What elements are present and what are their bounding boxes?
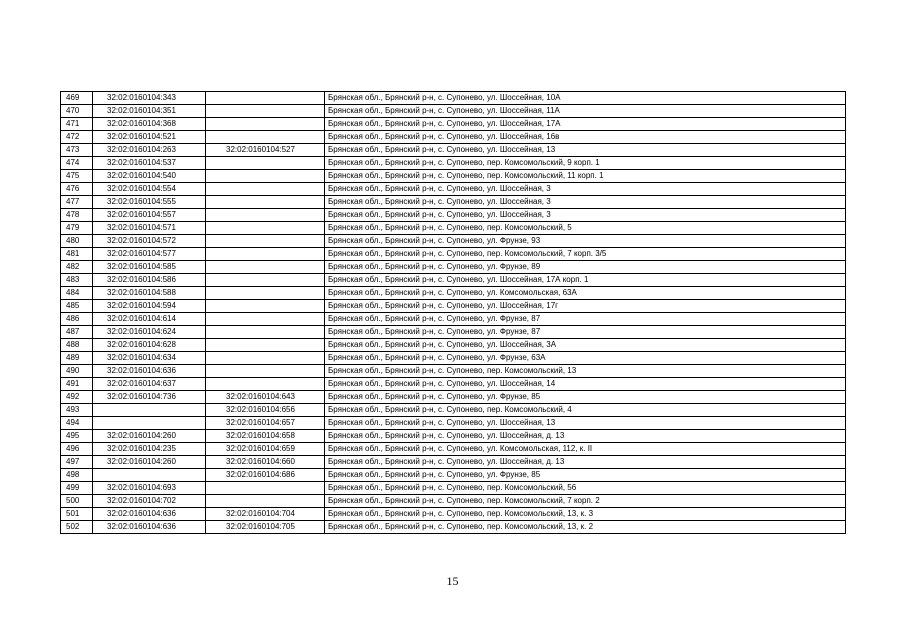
cadastral-number-cell: [93, 469, 206, 482]
address-cell: Брянская обл., Брянский р-н, с. Супонево, пер. Комсомольский, 56: [325, 482, 846, 495]
address-cell: Брянская обл., Брянский р-н, с. Супонево, ул. Фрунзе, 85: [325, 469, 846, 482]
row-number-cell: 472: [61, 131, 93, 144]
address-cell: Брянская обл., Брянский р-н, с. Супонево, пер. Комсомольский, 7 корп. 2: [325, 495, 846, 508]
address-cell: Брянская обл., Брянский р-н, с. Супонево, пер. Комсомольский, 9 корп. 1: [325, 157, 846, 170]
row-number-cell: 480: [61, 235, 93, 248]
cadastral-number-cell: 32:02:0160104:554: [93, 183, 206, 196]
cadastral-number-cell: 32:02:0160104:636: [93, 365, 206, 378]
cadastral-number-cell: 32:02:0160104:343: [93, 92, 206, 105]
cadastral-table: [60, 91, 846, 534]
row-number-cell: 476: [61, 183, 93, 196]
row-number-cell: 479: [61, 222, 93, 235]
linked-cadastral-number-cell: 32:02:0160104:686: [206, 469, 325, 482]
row-number-cell: 491: [61, 378, 93, 391]
cadastral-number-cell: [93, 417, 206, 430]
cadastral-number-cell: 32:02:0160104:555: [93, 196, 206, 209]
row-number-cell: 471: [61, 118, 93, 131]
linked-cadastral-number-cell: [206, 300, 325, 313]
address-cell: Брянская обл., Брянский р-н, с. Супонево, пер. Комсомольский, 13, к. 2: [325, 521, 846, 534]
address-cell: Брянская обл., Брянский р-н, с. Супонево, ул. Шоссейная, 3: [325, 196, 846, 209]
linked-cadastral-number-cell: 32:02:0160104:658: [206, 430, 325, 443]
linked-cadastral-number-cell: 32:02:0160104:705: [206, 521, 325, 534]
linked-cadastral-number-cell: [206, 222, 325, 235]
table-row: [61, 508, 846, 521]
table-row: [61, 157, 846, 170]
row-number-cell: 469: [61, 92, 93, 105]
address-cell: Брянская обл., Брянский р-н, с. Супонево, ул. Фрунзе, 87: [325, 313, 846, 326]
cadastral-number-cell: 32:02:0160104:702: [93, 495, 206, 508]
table-row: [61, 144, 846, 157]
cadastral-number-cell: 32:02:0160104:586: [93, 274, 206, 287]
address-cell: Брянская обл., Брянский р-н, с. Супонево, ул. Шоссейная, д. 13: [325, 456, 846, 469]
linked-cadastral-number-cell: [206, 196, 325, 209]
address-cell: Брянская обл., Брянский р-н, с. Супонево, ул. Шоссейная, 16в: [325, 131, 846, 144]
table-row: [61, 209, 846, 222]
linked-cadastral-number-cell: [206, 157, 325, 170]
address-cell: Брянская обл., Брянский р-н, с. Супонево, ул. Фрунзе, 93: [325, 235, 846, 248]
cadastral-number-cell: 32:02:0160104:521: [93, 131, 206, 144]
address-cell: Брянская обл., Брянский р-н, с. Супонево, ул. Фрунзе, 87: [325, 326, 846, 339]
linked-cadastral-number-cell: [206, 287, 325, 300]
row-number-cell: 493: [61, 404, 93, 417]
linked-cadastral-number-cell: [206, 261, 325, 274]
address-cell: Брянская обл., Брянский р-н, с. Супонево, пер. Комсомольский, 7 корп. 3/5: [325, 248, 846, 261]
row-number-cell: 498: [61, 469, 93, 482]
row-number-cell: 482: [61, 261, 93, 274]
row-number-cell: 485: [61, 300, 93, 313]
linked-cadastral-number-cell: [206, 183, 325, 196]
row-number-cell: 499: [61, 482, 93, 495]
cadastral-number-cell: 32:02:0160104:571: [93, 222, 206, 235]
cadastral-number-cell: 32:02:0160104:585: [93, 261, 206, 274]
cadastral-number-cell: 32:02:0160104:235: [93, 443, 206, 456]
address-cell: Брянская обл., Брянский р-н, с. Супонево, ул. Шоссейная, д. 13: [325, 430, 846, 443]
row-number-cell: 490: [61, 365, 93, 378]
table-row: [61, 313, 846, 326]
linked-cadastral-number-cell: [206, 105, 325, 118]
table-row: [61, 131, 846, 144]
table-row: [61, 430, 846, 443]
table-row: [61, 261, 846, 274]
linked-cadastral-number-cell: 32:02:0160104:660: [206, 456, 325, 469]
address-cell: Брянская обл., Брянский р-н, с. Супонево, ул. Шоссейная, 3: [325, 183, 846, 196]
address-cell: Брянская обл., Брянский р-н, с. Супонево, пер. Комсомольский, 13: [325, 365, 846, 378]
table-row: [61, 287, 846, 300]
page-number: 15: [446, 574, 459, 588]
linked-cadastral-number-cell: [206, 378, 325, 391]
linked-cadastral-number-cell: 32:02:0160104:657: [206, 417, 325, 430]
row-number-cell: 495: [61, 430, 93, 443]
row-number-cell: 501: [61, 508, 93, 521]
row-number-cell: 496: [61, 443, 93, 456]
row-number-cell: 486: [61, 313, 93, 326]
linked-cadastral-number-cell: [206, 131, 325, 144]
linked-cadastral-number-cell: [206, 313, 325, 326]
row-number-cell: 470: [61, 105, 93, 118]
table-row: [61, 274, 846, 287]
table-row: [61, 326, 846, 339]
row-number-cell: 492: [61, 391, 93, 404]
linked-cadastral-number-cell: 32:02:0160104:656: [206, 404, 325, 417]
address-cell: Брянская обл., Брянский р-н, с. Супонево, ул. Шоссейная, 14: [325, 378, 846, 391]
cadastral-number-cell: 32:02:0160104:588: [93, 287, 206, 300]
address-cell: Брянская обл., Брянский р-н, с. Супонево, ул. Комсомольская, 112, к. II: [325, 443, 846, 456]
table-row: [61, 183, 846, 196]
table-row: [61, 339, 846, 352]
address-cell: Брянская обл., Брянский р-н, с. Супонево, пер. Комсомольский, 11 корп. 1: [325, 170, 846, 183]
cadastral-number-cell: 32:02:0160104:351: [93, 105, 206, 118]
address-cell: Брянская обл., Брянский р-н, с. Супонево, ул. Шоссейная, 17А корп. 1: [325, 274, 846, 287]
cadastral-number-cell: 32:02:0160104:263: [93, 144, 206, 157]
address-cell: Брянская обл., Брянский р-н, с. Супонево, пер. Комсомольский, 4: [325, 404, 846, 417]
linked-cadastral-number-cell: [206, 209, 325, 222]
table-row: [61, 521, 846, 534]
address-cell: Брянская обл., Брянский р-н, с. Супонево, ул. Фрунзе, 85: [325, 391, 846, 404]
address-cell: Брянская обл., Брянский р-н, с. Супонево, ул. Фрунзе, 63А: [325, 352, 846, 365]
row-number-cell: 500: [61, 495, 93, 508]
row-number-cell: 474: [61, 157, 93, 170]
linked-cadastral-number-cell: [206, 170, 325, 183]
linked-cadastral-number-cell: [206, 495, 325, 508]
linked-cadastral-number-cell: [206, 482, 325, 495]
table-row: [61, 235, 846, 248]
cadastral-number-cell: 32:02:0160104:736: [93, 391, 206, 404]
row-number-cell: 502: [61, 521, 93, 534]
address-cell: Брянская обл., Брянский р-н, с. Супонево, ул. Фрунзе, 89: [325, 261, 846, 274]
table-row: [61, 196, 846, 209]
linked-cadastral-number-cell: [206, 339, 325, 352]
cadastral-number-cell: 32:02:0160104:368: [93, 118, 206, 131]
cadastral-number-cell: 32:02:0160104:540: [93, 170, 206, 183]
linked-cadastral-number-cell: 32:02:0160104:527: [206, 144, 325, 157]
linked-cadastral-number-cell: 32:02:0160104:643: [206, 391, 325, 404]
table-row: [61, 391, 846, 404]
table-row: [61, 469, 846, 482]
address-cell: Брянская обл., Брянский р-н, с. Супонево, ул. Шоссейная, 13: [325, 417, 846, 430]
linked-cadastral-number-cell: 32:02:0160104:659: [206, 443, 325, 456]
address-cell: Брянская обл., Брянский р-н, с. Супонево, ул. Шоссейная, 13: [325, 144, 846, 157]
row-number-cell: 478: [61, 209, 93, 222]
address-cell: Брянская обл., Брянский р-н, с. Супонево, ул. Шоссейная, 17г: [325, 300, 846, 313]
address-cell: Брянская обл., Брянский р-н, с. Супонево, ул. Шоссейная, 17А: [325, 118, 846, 131]
cadastral-number-cell: 32:02:0160104:594: [93, 300, 206, 313]
row-number-cell: 489: [61, 352, 93, 365]
cadastral-number-cell: 32:02:0160104:614: [93, 313, 206, 326]
row-number-cell: 473: [61, 144, 93, 157]
row-number-cell: 481: [61, 248, 93, 261]
cadastral-number-cell: 32:02:0160104:557: [93, 209, 206, 222]
table-row: [61, 222, 846, 235]
table-row: [61, 105, 846, 118]
linked-cadastral-number-cell: [206, 326, 325, 339]
row-number-cell: 497: [61, 456, 93, 469]
cadastral-number-cell: 32:02:0160104:260: [93, 430, 206, 443]
linked-cadastral-number-cell: [206, 365, 325, 378]
linked-cadastral-number-cell: [206, 92, 325, 105]
linked-cadastral-number-cell: 32:02:0160104:704: [206, 508, 325, 521]
cadastral-number-cell: 32:02:0160104:636: [93, 508, 206, 521]
address-cell: Брянская обл., Брянский р-н, с. Супонево, ул. Шоссейная, 3: [325, 209, 846, 222]
table-row: [61, 248, 846, 261]
cadastral-number-cell: 32:02:0160104:537: [93, 157, 206, 170]
address-cell: Брянская обл., Брянский р-н, с. Супонево, ул. Комсомольская, 63А: [325, 287, 846, 300]
table-row: [61, 456, 846, 469]
row-number-cell: 483: [61, 274, 93, 287]
row-number-cell: 494: [61, 417, 93, 430]
address-cell: Брянская обл., Брянский р-н, с. Супонево, ул. Шоссейная, 11А: [325, 105, 846, 118]
row-number-cell: 484: [61, 287, 93, 300]
address-cell: Брянская обл., Брянский р-н, с. Супонево, ул. Шоссейная, 10А: [325, 92, 846, 105]
row-number-cell: 475: [61, 170, 93, 183]
linked-cadastral-number-cell: [206, 235, 325, 248]
cadastral-number-cell: 32:02:0160104:693: [93, 482, 206, 495]
address-cell: Брянская обл., Брянский р-н, с. Супонево, пер. Комсомольский, 5: [325, 222, 846, 235]
row-number-cell: 477: [61, 196, 93, 209]
linked-cadastral-number-cell: [206, 352, 325, 365]
table-row: [61, 443, 846, 456]
table-row: [61, 92, 846, 105]
table-row: [61, 378, 846, 391]
table-body: [61, 92, 846, 534]
linked-cadastral-number-cell: [206, 274, 325, 287]
table-row: [61, 495, 846, 508]
address-cell: Брянская обл., Брянский р-н, с. Супонево, ул. Шоссейная, 3А: [325, 339, 846, 352]
row-number-cell: 488: [61, 339, 93, 352]
row-number-cell: 487: [61, 326, 93, 339]
table-row: [61, 170, 846, 183]
table-row: [61, 417, 846, 430]
cadastral-number-cell: 32:02:0160104:636: [93, 521, 206, 534]
table-row: [61, 404, 846, 417]
cadastral-number-cell: 32:02:0160104:577: [93, 248, 206, 261]
table-row: [61, 300, 846, 313]
cadastral-number-cell: 32:02:0160104:260: [93, 456, 206, 469]
address-cell: Брянская обл., Брянский р-н, с. Супонево, пер. Комсомольский, 13, к. 3: [325, 508, 846, 521]
cadastral-number-cell: 32:02:0160104:572: [93, 235, 206, 248]
cadastral-number-cell: 32:02:0160104:628: [93, 339, 206, 352]
table-row: [61, 482, 846, 495]
table-row: [61, 365, 846, 378]
table-row: [61, 118, 846, 131]
linked-cadastral-number-cell: [206, 118, 325, 131]
table-row: [61, 352, 846, 365]
cadastral-number-cell: 32:02:0160104:634: [93, 352, 206, 365]
linked-cadastral-number-cell: [206, 248, 325, 261]
cadastral-number-cell: 32:02:0160104:637: [93, 378, 206, 391]
cadastral-number-cell: 32:02:0160104:624: [93, 326, 206, 339]
cadastral-number-cell: [93, 404, 206, 417]
